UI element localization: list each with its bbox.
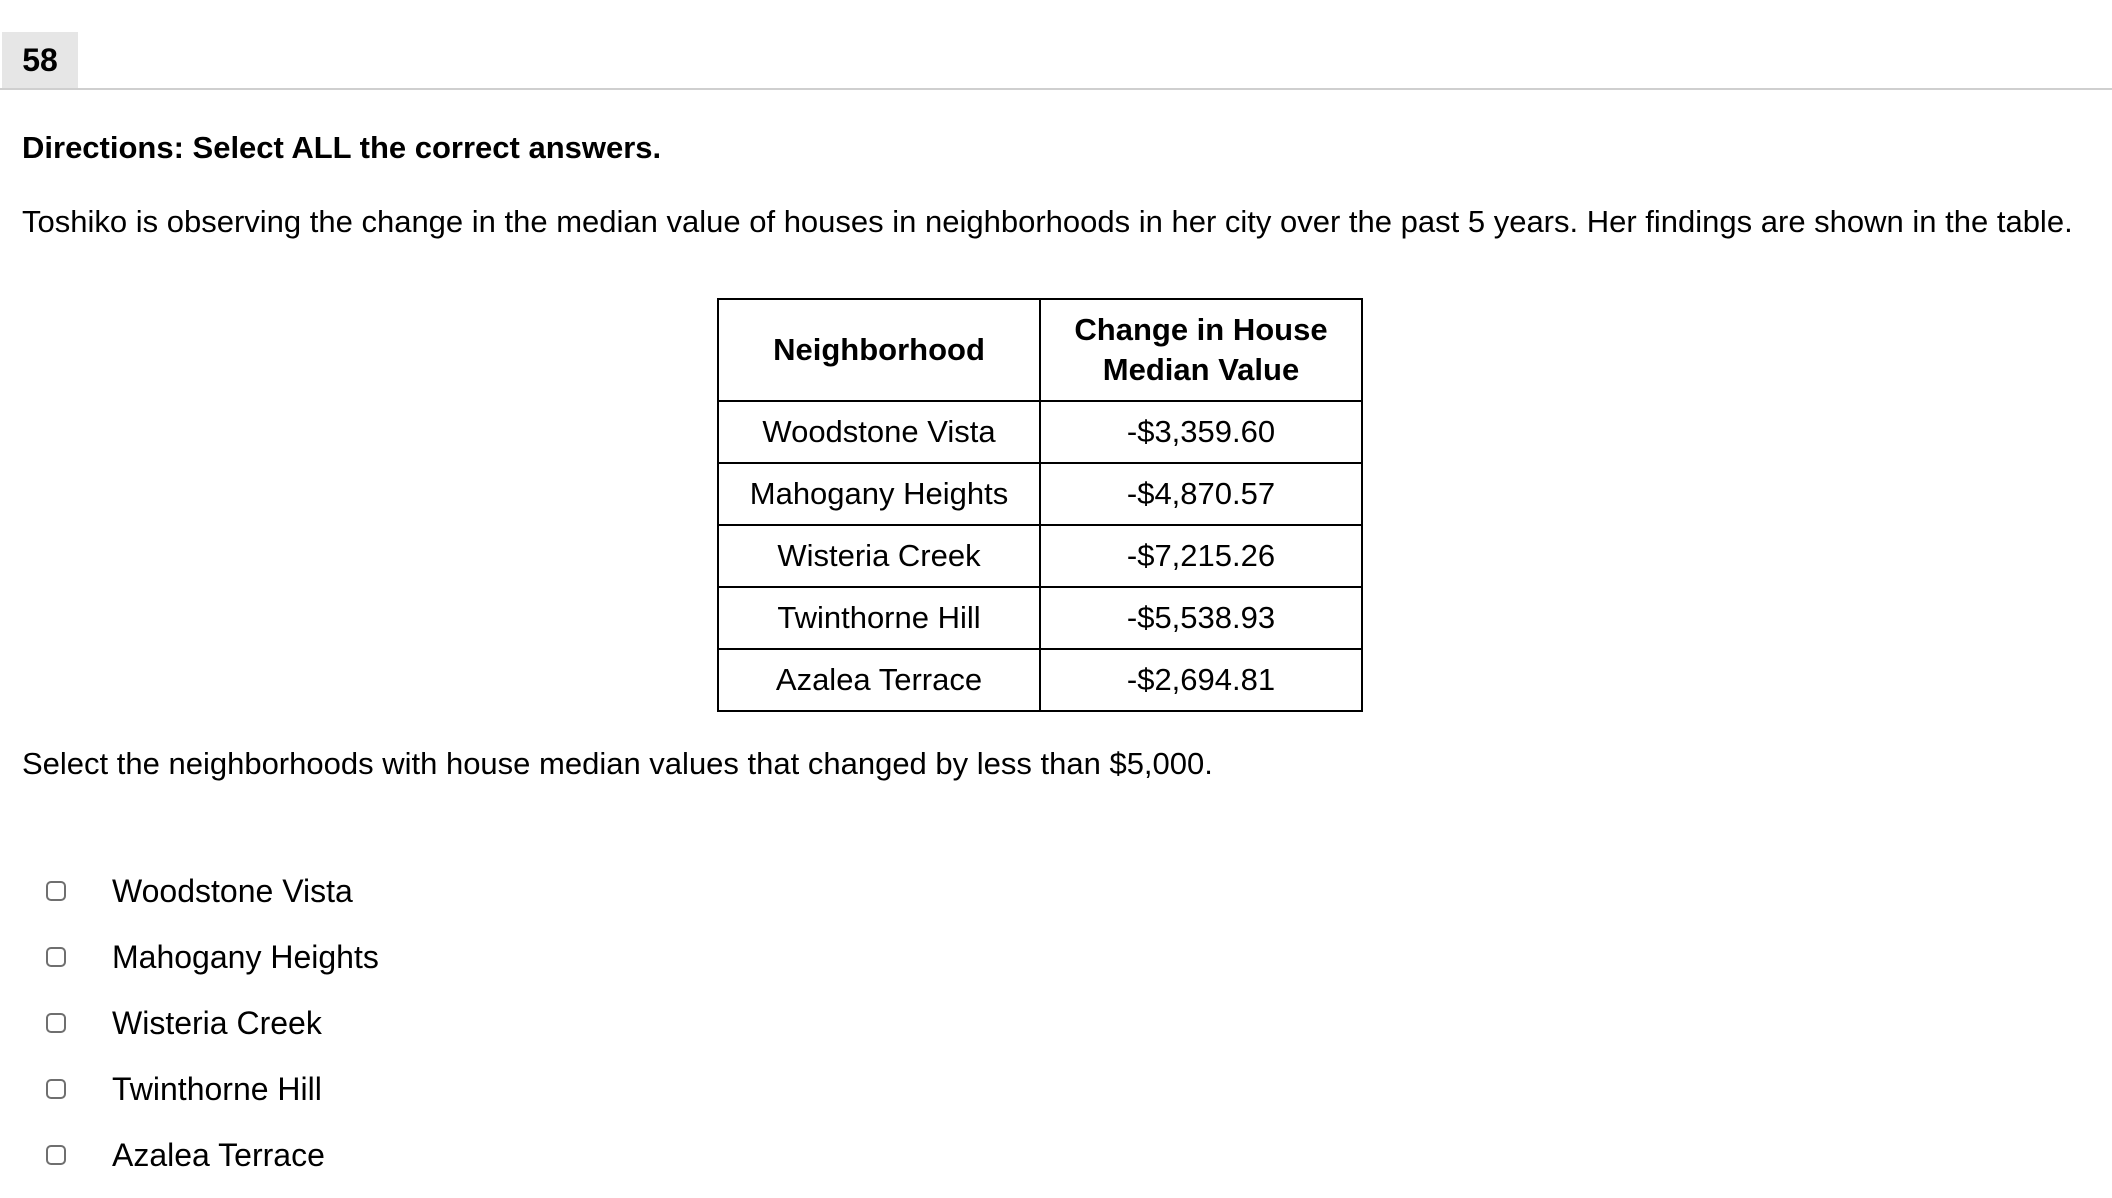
cell-neighborhood: Mahogany Heights <box>718 463 1040 525</box>
table-row <box>718 649 1362 711</box>
checkbox[interactable] <box>46 1145 66 1165</box>
table-row <box>718 525 1362 587</box>
header-change-line2: Median Value <box>1102 352 1300 387</box>
cell-neighborhood: Woodstone Vista <box>718 401 1040 463</box>
answer-options <box>46 858 379 1188</box>
option-label[interactable]: Mahogany Heights <box>112 939 379 975</box>
question-prompt: Select the neighborhoods with house median values that changed by less than $5,000. <box>22 746 1213 781</box>
option-wisteria-creek[interactable] <box>46 990 379 1056</box>
question-stem: Toshiko is observing the change in the median value of houses in neighborhoods in her city over the past 5 years. Her findings are shown in the table. <box>22 204 2073 239</box>
checkbox[interactable] <box>46 881 66 901</box>
header-change-in-median-value <box>1040 299 1362 401</box>
table-row <box>718 587 1362 649</box>
checkbox[interactable] <box>46 1079 66 1099</box>
cell-change-value: -$2,694.81 <box>1040 649 1362 711</box>
header-change-line1: Change in House <box>1074 312 1328 347</box>
question-number-badge: 58 <box>2 32 78 88</box>
option-twinthorne-hill[interactable] <box>46 1056 379 1122</box>
checkbox[interactable] <box>46 1013 66 1033</box>
cell-change-value: -$4,870.57 <box>1040 463 1362 525</box>
cell-neighborhood: Wisteria Creek <box>718 525 1040 587</box>
option-label[interactable]: Azalea Terrace <box>112 1137 325 1173</box>
option-mahogany-heights[interactable] <box>46 924 379 990</box>
option-woodstone-vista[interactable] <box>46 858 379 924</box>
option-azalea-terrace[interactable] <box>46 1122 379 1188</box>
cell-neighborhood: Azalea Terrace <box>718 649 1040 711</box>
cell-change-value: -$5,538.93 <box>1040 587 1362 649</box>
neighborhood-table <box>717 298 1363 712</box>
cell-change-value: -$7,215.26 <box>1040 525 1362 587</box>
header-neighborhood: Neighborhood <box>718 299 1040 401</box>
option-label[interactable]: Wisteria Creek <box>112 1005 322 1041</box>
directions-text: Directions: Select ALL the correct answers. <box>22 130 662 165</box>
question-header-bar <box>0 30 2112 90</box>
table-row <box>718 463 1362 525</box>
option-label[interactable]: Twinthorne Hill <box>112 1071 322 1107</box>
option-label[interactable]: Woodstone Vista <box>112 873 353 909</box>
table-row <box>718 401 1362 463</box>
checkbox[interactable] <box>46 947 66 967</box>
table-header-row <box>718 299 1362 401</box>
cell-neighborhood: Twinthorne Hill <box>718 587 1040 649</box>
cell-change-value: -$3,359.60 <box>1040 401 1362 463</box>
